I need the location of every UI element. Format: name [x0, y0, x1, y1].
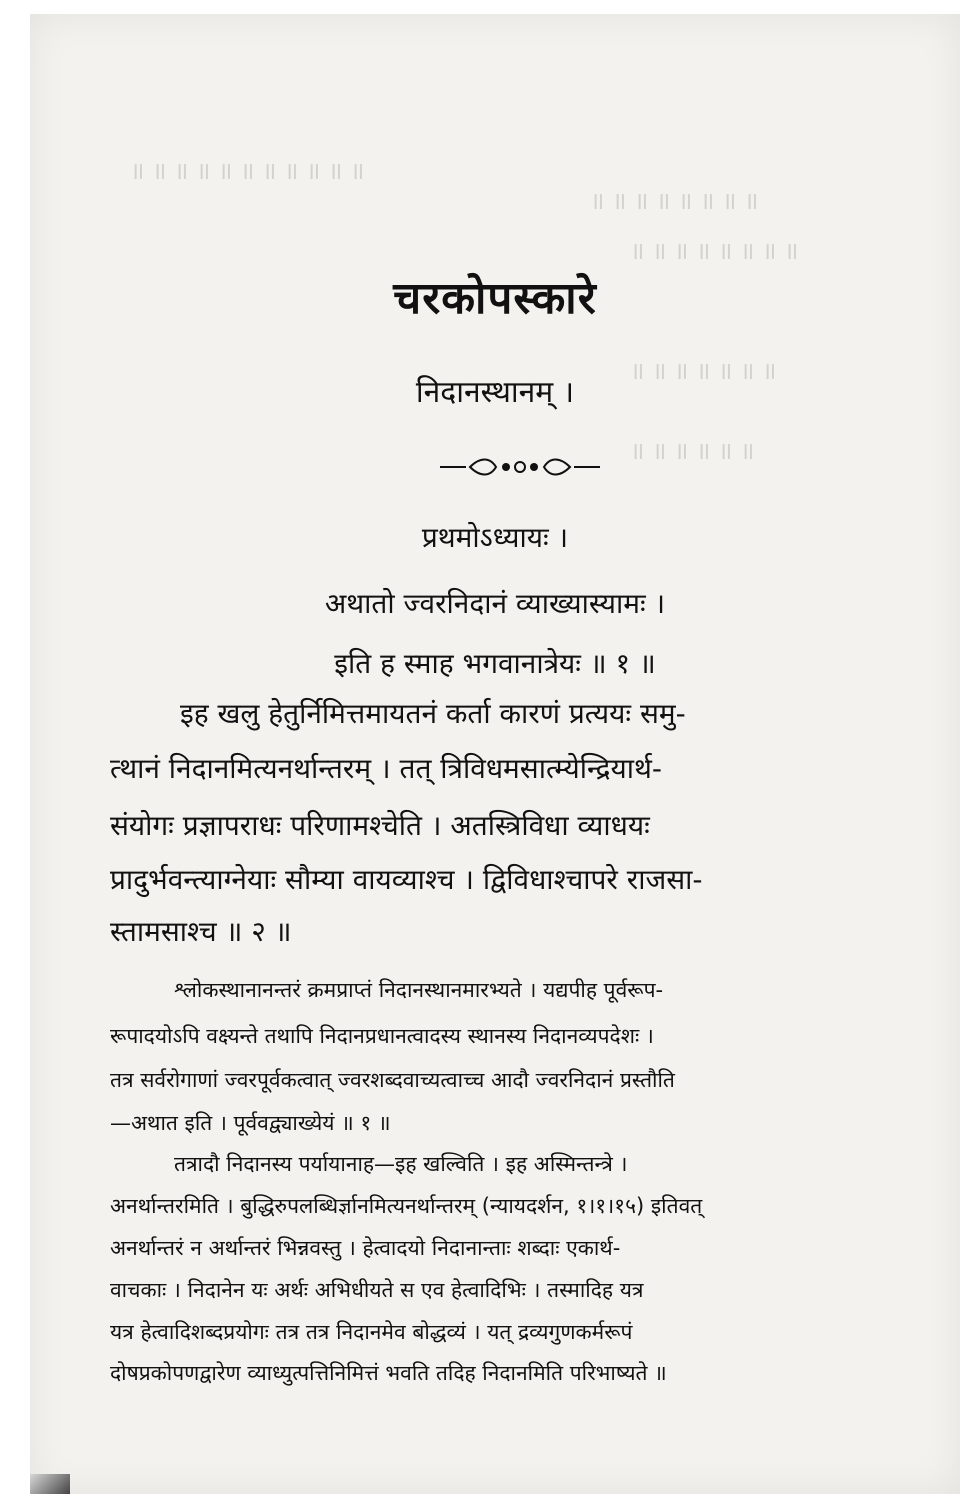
page-shadow-corner: [30, 1474, 70, 1494]
commentary-line: अनर्थान्तरं न अर्थान्तरं भिन्नवस्तु । हेत्वादयो निदानान्ताः शब्दाः एकार्थ-: [110, 1236, 621, 1260]
commentary-line: तत्रादौ निदानस्य पर्यायानाह—इह खल्विति । इह अस्मिन्तन्त्रे ।: [174, 1152, 628, 1176]
commentary-line: दोषप्रकोपणद्वारेण व्याध्युत्पत्तिनिमित्तं भवति तदिह निदानमिति परिभाष्यते ॥: [110, 1361, 667, 1385]
main-text-line: इह खलु हेतुर्निमित्तमायतनं कर्ता कारणं प्रत्ययः समु-: [180, 697, 686, 730]
verse-line: अथातो ज्वरनिदानं व्याख्यास्यामः ।: [324, 587, 666, 620]
chapter-heading: प्रथमोऽध्यायः ।: [421, 521, 569, 554]
book-page: [30, 14, 960, 1494]
verse-line: इति ह स्माह भगवानात्रेयः ॥ १ ॥: [334, 647, 656, 680]
commentary-line: तत्र सर्वरोगाणां ज्वरपूर्वकत्वात् ज्वरशब्दवाच्यत्वाच्च आदौ ज्वरनिदानं प्रस्तौति: [110, 1068, 675, 1092]
main-text-line: स्तामसाश्च ॥ २ ॥: [110, 915, 292, 948]
commentary-line: रूपादयोऽपि वक्ष्यन्ते तथापि निदानप्रधानत्वादस्य स्थानस्य निदानव्यपदेशः ।: [110, 1024, 654, 1048]
bleed-through-text: ॥ ॥ ॥ ॥ ॥ ॥: [630, 437, 755, 465]
section-heading: निदानस्थानम् ।: [415, 375, 575, 410]
bleed-through-text: ॥ ॥ ॥ ॥ ॥ ॥ ॥ ॥: [590, 187, 759, 215]
page-title: चरकोपस्कारे: [393, 273, 597, 324]
commentary-line: —अथात इति । पूर्ववद्व्याख्येयं ॥ १ ॥: [110, 1111, 391, 1135]
commentary-line: यत्र हेत्वादिशब्दप्रयोगः तत्र तत्र निदानमेव बोद्धव्यं । यत् द्रव्यगुणकर्मरूपं: [110, 1320, 633, 1344]
bleed-through-text: ॥ ॥ ॥ ॥ ॥ ॥ ॥: [630, 357, 777, 385]
commentary-line: वाचकाः । निदानेन यः अर्थः अभिधीयते स एव हेत्वादिभिः । तस्मादिह यत्र: [110, 1278, 644, 1302]
main-text-line: त्थानं निदानमित्यनर्थान्तरम् । तत् त्रिविधमसात्म्येन्द्रियार्थ-: [110, 752, 663, 785]
commentary-line: अनर्थान्तरमिति । बुद्धिरुपलब्धिर्ज्ञानमित्यनर्थान्तरम् (न्यायदर्शन, १।१।१५) इतिवत्: [110, 1194, 703, 1218]
bleed-through-text: ॥ ॥ ॥ ॥ ॥ ॥ ॥ ॥ ॥ ॥ ॥: [130, 157, 365, 185]
commentary-line: श्लोकस्थानानन्तरं क्रमप्राप्तं निदानस्थानमारभ्यते । यद्यपीह पूर्वरूप-: [174, 978, 664, 1002]
ornament-divider-icon: [440, 454, 600, 480]
main-text-line: प्रादुर्भवन्त्याग्नेयाः सौम्या वायव्याश्च । द्विविधाश्चापरे राजसा-: [110, 863, 703, 896]
main-text-line: संयोगः प्रज्ञापराधः परिणामश्चेति । अतस्त्रिविधा व्याधयः: [110, 809, 650, 842]
bleed-through-text: ॥ ॥ ॥ ॥ ॥ ॥ ॥ ॥: [630, 237, 799, 265]
